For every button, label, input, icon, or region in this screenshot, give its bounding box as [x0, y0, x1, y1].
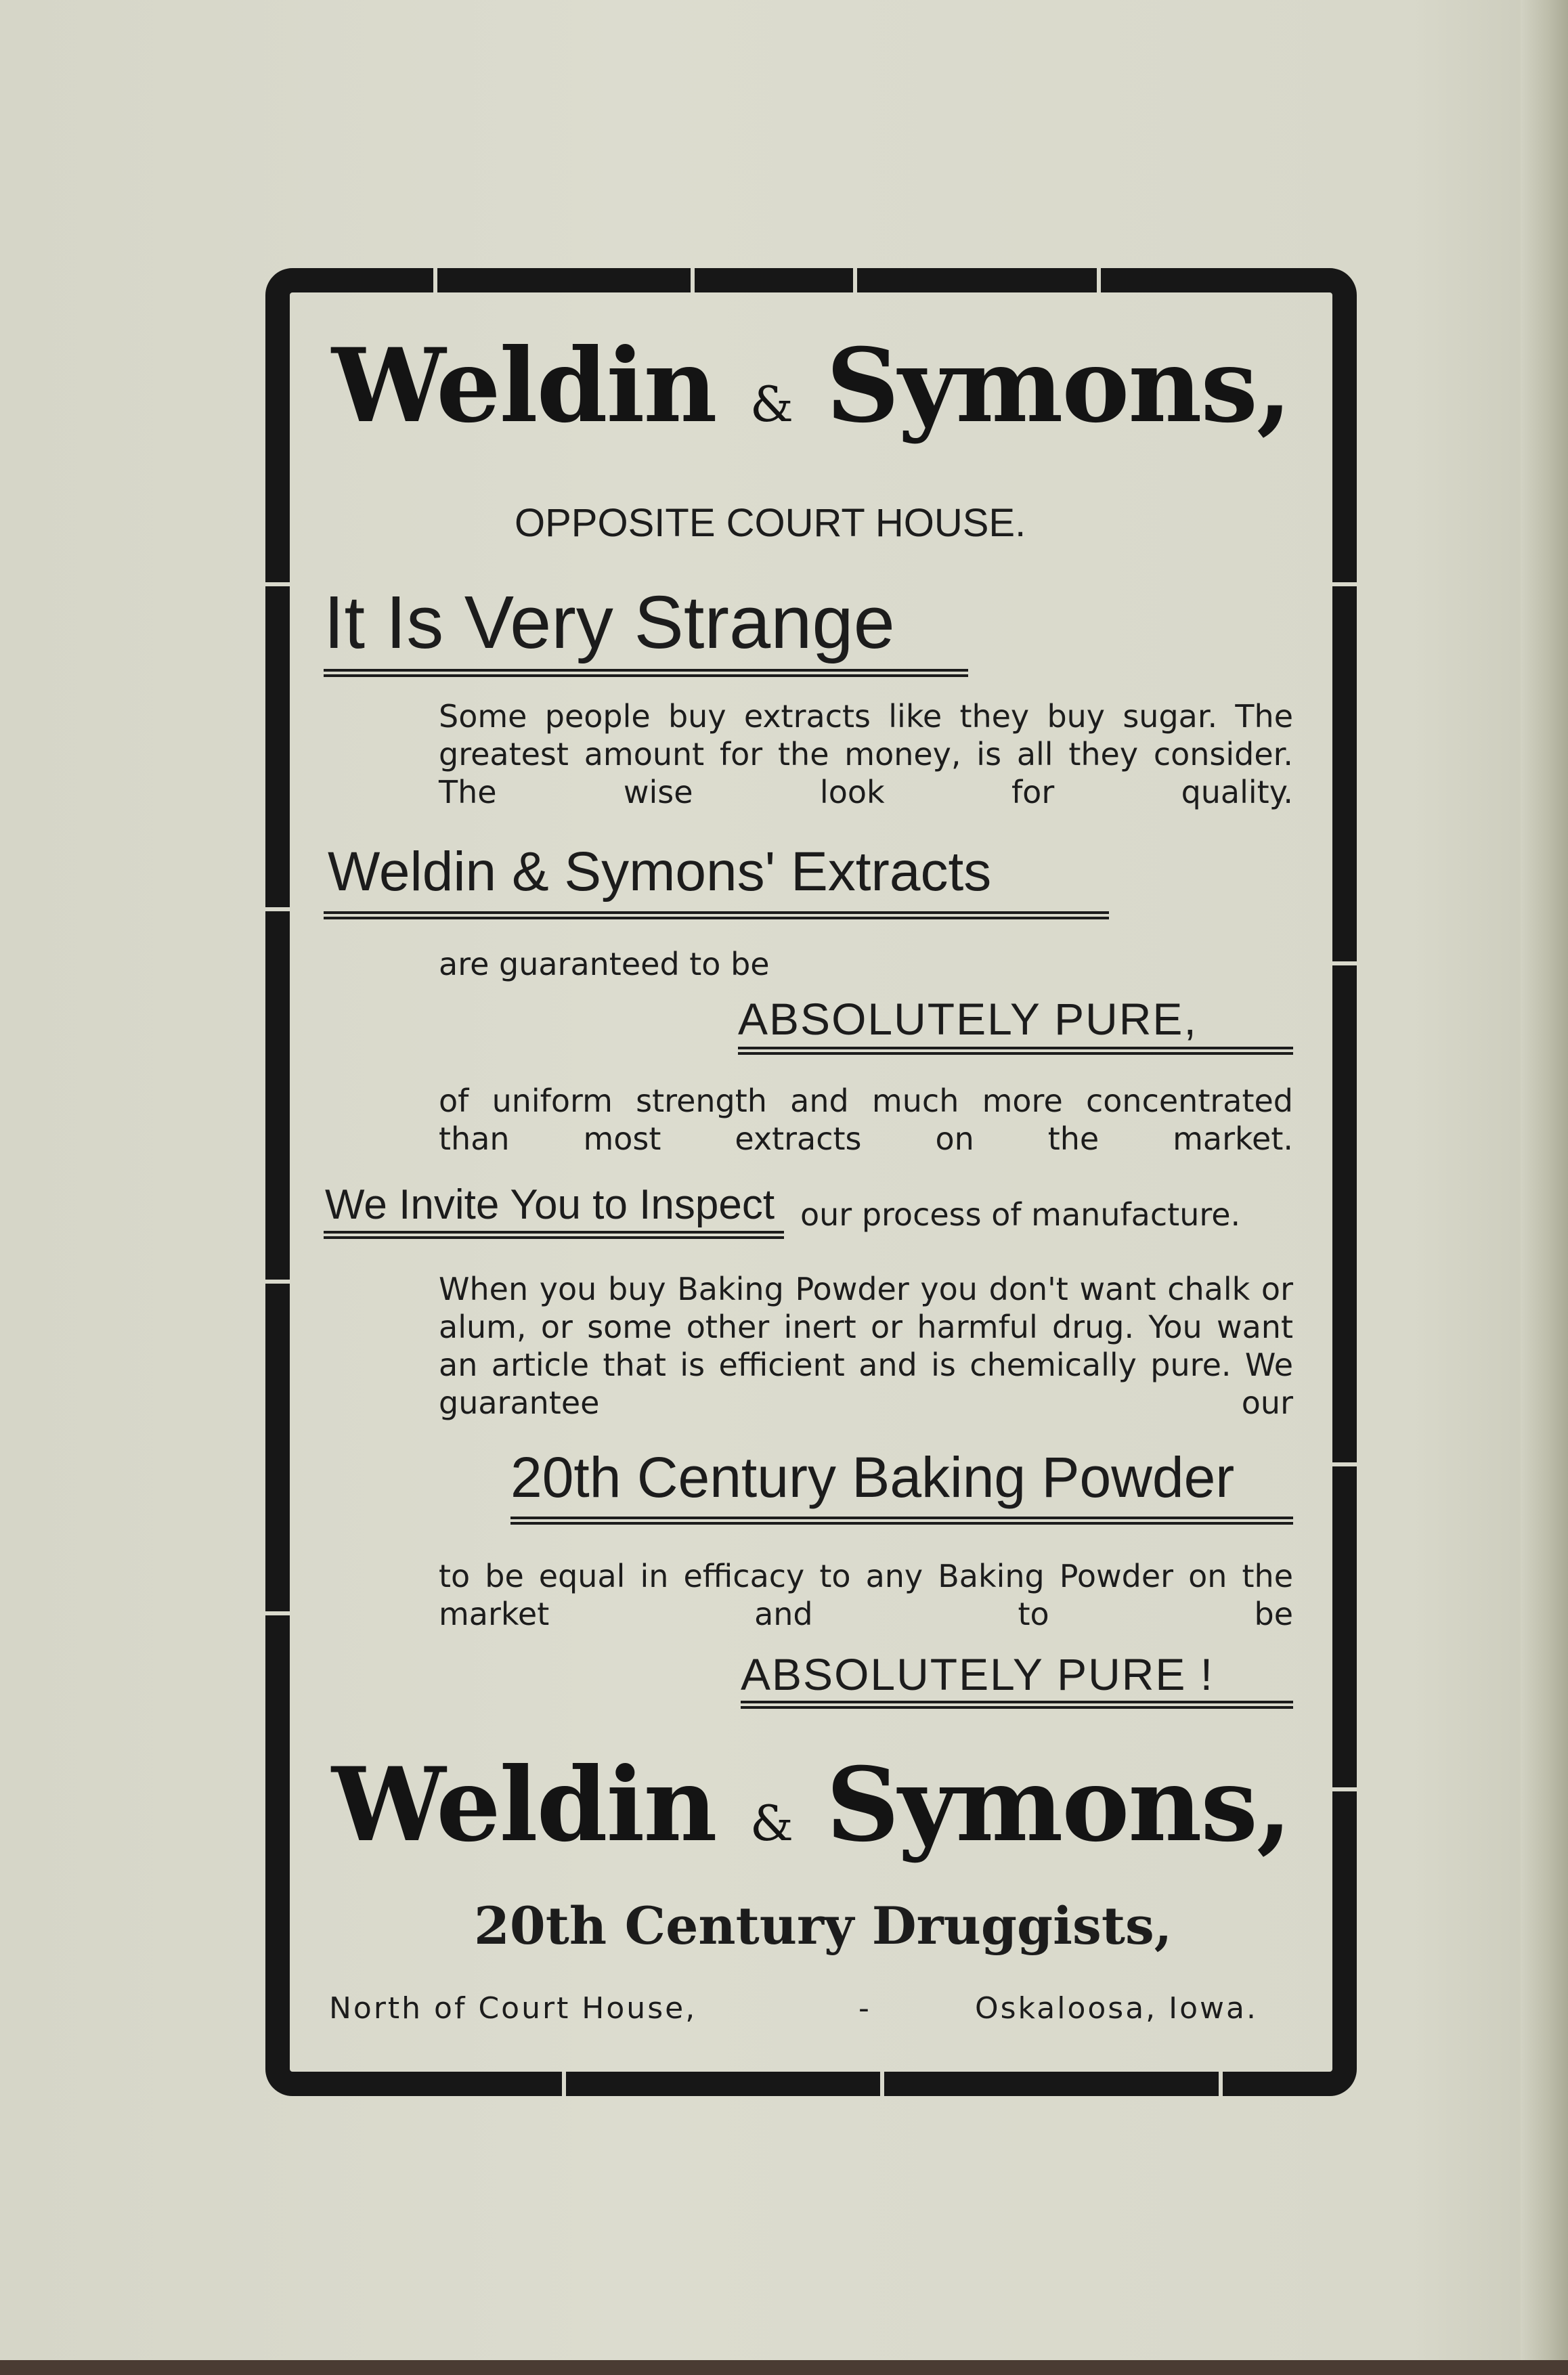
frame-notch	[853, 268, 857, 292]
absolutely-pure-1-rule	[738, 1047, 1293, 1055]
frame-notch	[1097, 268, 1101, 292]
address-left: North of Court House,	[329, 1991, 697, 2026]
frame-notch	[1332, 582, 1357, 586]
frame-notch	[265, 1611, 290, 1615]
frame-notch	[1332, 961, 1357, 965]
book-spine-shadow	[1521, 0, 1568, 2375]
guaranteed-text: are guaranteed to be	[439, 946, 770, 982]
product-baking-powder-heading: 20th Century Baking Powder	[510, 1445, 1235, 1509]
frame-notch	[433, 268, 437, 292]
firm-name-ampersand: &	[749, 376, 792, 433]
firm-name-part2: Symons,	[826, 326, 1291, 445]
tagline: 20th Century Druggists,	[474, 1896, 1173, 1956]
frame-notch	[265, 1280, 290, 1284]
frame-notch	[1219, 2072, 1223, 2096]
paragraph-1: Some people buy extracts like they buy sugar. The greatest amount for the money, is all they consider. The wise look for quality.	[439, 698, 1293, 810]
product-extracts-heading: Weldin & Symons' Extracts	[328, 841, 992, 902]
address-dash: -	[858, 1991, 869, 2026]
baking-powder-double-rule	[510, 1517, 1293, 1525]
frame-notch	[562, 2072, 566, 2096]
frame-notch	[265, 582, 290, 586]
headline: It Is Very Strange	[324, 581, 895, 664]
headline-double-rule	[324, 669, 968, 677]
frame-notch	[691, 268, 695, 292]
footer-firm-ampersand: &	[749, 1795, 792, 1852]
frame-notch	[265, 907, 290, 911]
page-bottom-edge	[0, 2360, 1568, 2375]
paragraph-3: When you buy Baking Powder you don't want chalk or alum, or some other inert or harmful drug. You want an article that is efficient and is chemically pure. We guarantee our	[439, 1271, 1293, 1421]
address-right: Oskaloosa, Iowa.	[975, 1991, 1258, 2026]
firm-name-part1: Weldin	[332, 326, 716, 445]
frame-notch	[1332, 1787, 1357, 1791]
invite-heading: We Invite You to Inspect	[325, 1181, 775, 1228]
paragraph-2: of uniform strength and much more concentrated than most extracts on the market.	[439, 1083, 1293, 1157]
product-extracts-double-rule	[324, 911, 1109, 919]
invite-rest-text: our process of manufacture.	[800, 1196, 1241, 1233]
invite-double-rule	[324, 1231, 784, 1239]
firm-name-footer	[332, 1737, 1290, 1873]
absolutely-pure-2-rule	[741, 1701, 1293, 1709]
footer-firm-part1: Weldin	[332, 1745, 716, 1865]
paragraph-4: to be equal in efficacy to any Baking Powder on the market and to be	[439, 1558, 1293, 1632]
firm-name-header	[332, 318, 1290, 454]
location-top: OPPOSITE COURT HOUSE.	[515, 501, 1026, 545]
frame-notch	[1332, 1462, 1357, 1466]
absolutely-pure-2: ABSOLUTELY PURE !	[741, 1649, 1215, 1699]
frame-notch	[880, 2072, 884, 2096]
absolutely-pure-1: ABSOLUTELY PURE,	[738, 994, 1198, 1044]
footer-firm-part2: Symons,	[826, 1745, 1291, 1865]
